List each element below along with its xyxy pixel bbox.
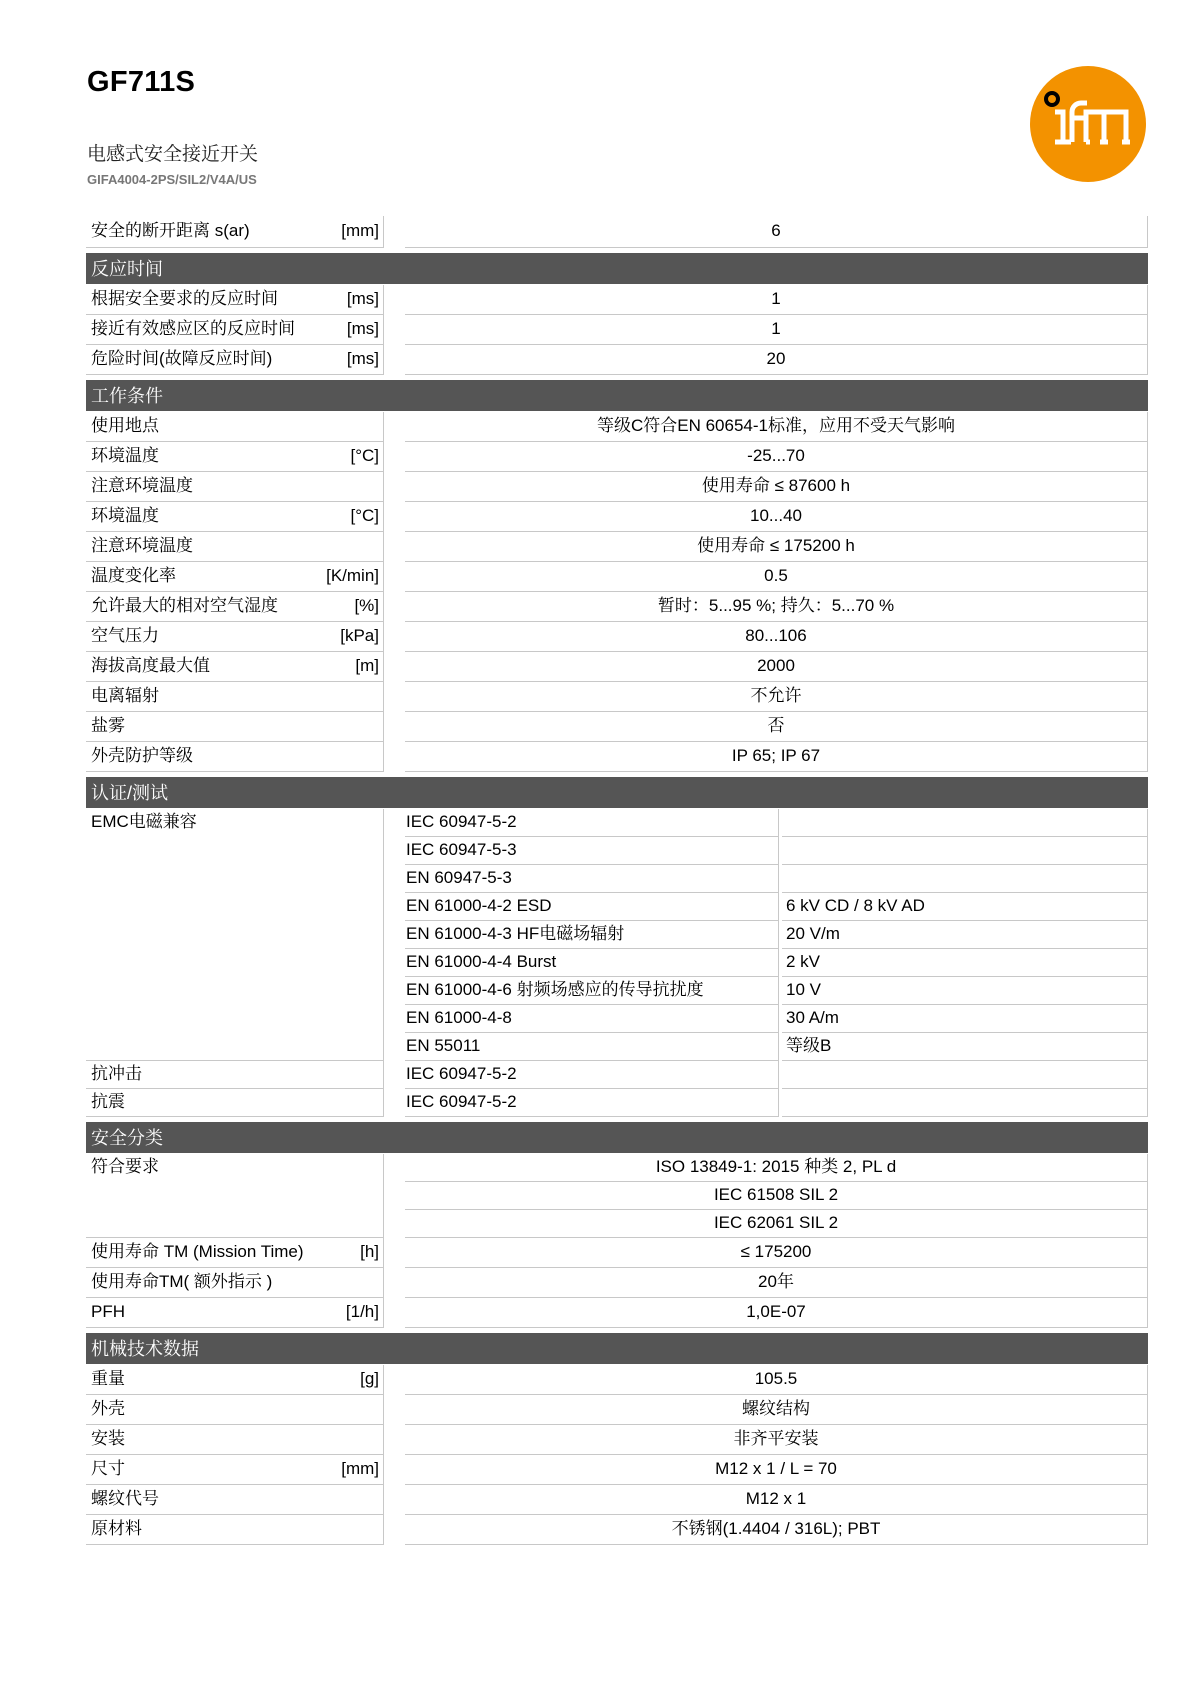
row-value: 非齐平安装 bbox=[405, 1425, 1148, 1455]
spec-table bbox=[86, 216, 1148, 1545]
emc-row bbox=[405, 1033, 1148, 1061]
emc-standard: IEC 60947-5-3 bbox=[405, 837, 779, 865]
row-value: 1 bbox=[405, 285, 1148, 315]
spec-row bbox=[86, 1365, 1148, 1395]
spec-row bbox=[86, 1425, 1148, 1455]
row-value: -25...70 bbox=[405, 442, 1148, 472]
row-label bbox=[86, 285, 384, 315]
requirement-value: IEC 61508 SIL 2 bbox=[405, 1182, 1148, 1210]
row-label-text: 螺纹代号 bbox=[91, 1489, 159, 1508]
emc-row bbox=[405, 865, 1148, 893]
emc-value bbox=[782, 809, 1148, 837]
row-unit: [mm] bbox=[341, 1459, 379, 1478]
row-value: 2000 bbox=[405, 652, 1148, 682]
row-value: 20 bbox=[405, 345, 1148, 375]
row-value: 不允许 bbox=[405, 682, 1148, 712]
row-label-text: 环境温度 bbox=[91, 506, 159, 525]
article-code: GIFA4004-2PS/SIL2/V4A/US bbox=[87, 172, 257, 187]
emc-value bbox=[782, 837, 1148, 865]
row-unit: [h] bbox=[360, 1242, 379, 1261]
emc-block bbox=[86, 809, 1148, 1061]
requirement-value: ISO 13849-1: 2015 种类 2, PL d bbox=[405, 1154, 1148, 1182]
row-unit: [°C] bbox=[350, 506, 379, 525]
emc-standard: IEC 60947-5-2 bbox=[405, 809, 779, 837]
row-label-text: 危险时间(故障反应时间) bbox=[91, 349, 273, 368]
row-label-text: 使用寿命TM( 额外指示 ) bbox=[91, 1272, 273, 1291]
row-label bbox=[86, 1455, 384, 1485]
row-label bbox=[86, 1425, 384, 1455]
row-label-text: 接近有效感应区的反应时间 bbox=[91, 319, 295, 338]
row-unit: [1/h] bbox=[345, 1302, 379, 1321]
emc-label: EMC电磁兼容 bbox=[86, 809, 384, 1061]
row-label bbox=[86, 412, 384, 442]
section-safety: 安全分类 bbox=[86, 1122, 1148, 1153]
emc-value bbox=[782, 865, 1148, 893]
row-value: 暂时：5...95 %; 持久：5...70 % bbox=[405, 592, 1148, 622]
row-label bbox=[86, 1238, 384, 1268]
row-label-text: 使用寿命 TM (Mission Time) bbox=[91, 1242, 304, 1261]
emc-standard: EN 61000-4-6 射频场感应的传导抗扰度 bbox=[405, 977, 779, 1005]
row-unit: [%] bbox=[354, 596, 379, 615]
row-value: ≤ 175200 bbox=[405, 1238, 1148, 1268]
emc-row bbox=[405, 949, 1148, 977]
row-value: 1 bbox=[405, 315, 1148, 345]
row-value: 不锈钢(1.4404 / 316L); PBT bbox=[405, 1515, 1148, 1545]
row-unit: [K/min] bbox=[326, 566, 379, 585]
row-label-text: PFH bbox=[91, 1302, 125, 1321]
row-label bbox=[86, 742, 384, 772]
row-value: M12 x 1 / L = 70 bbox=[405, 1455, 1148, 1485]
row-unit: [°C] bbox=[350, 446, 379, 465]
row-label bbox=[86, 622, 384, 652]
row-label-text: 尺寸 bbox=[91, 1459, 125, 1478]
requirement-row bbox=[405, 1154, 1148, 1182]
row-label bbox=[86, 562, 384, 592]
product-subtitle: 电感式安全接近开关 bbox=[87, 144, 259, 165]
row-label-text: 根据安全要求的反应时间 bbox=[91, 289, 278, 308]
row-unit: [ms] bbox=[346, 289, 379, 308]
row-label bbox=[86, 442, 384, 472]
spec-row bbox=[86, 592, 1148, 622]
row-label bbox=[86, 1515, 384, 1545]
emc-row bbox=[405, 809, 1148, 837]
vibration-row bbox=[86, 1089, 1148, 1117]
row-label bbox=[86, 502, 384, 532]
row-label-text: 外壳 bbox=[91, 1399, 125, 1418]
row-label bbox=[86, 216, 384, 248]
row-label bbox=[86, 682, 384, 712]
spec-row bbox=[86, 1515, 1148, 1545]
emc-row bbox=[405, 893, 1148, 921]
row-label-text: 重量 bbox=[91, 1369, 125, 1388]
spec-row bbox=[86, 622, 1148, 652]
spec-row bbox=[86, 216, 1148, 248]
row-label-text: 空气压力 bbox=[91, 626, 159, 645]
ifm-logo bbox=[1030, 66, 1146, 182]
row-label bbox=[86, 1485, 384, 1515]
emc-value: 2 kV bbox=[782, 949, 1148, 977]
product-title: GF711S bbox=[87, 66, 196, 98]
spec-row bbox=[86, 345, 1148, 375]
shock-row bbox=[86, 1061, 1148, 1089]
logo-text: ifm bbox=[1088, 178, 1090, 179]
requirement-row bbox=[405, 1182, 1148, 1210]
row-label-text: 安装 bbox=[91, 1429, 125, 1448]
spec-row bbox=[86, 1485, 1148, 1515]
emc-value: 20 V/m bbox=[782, 921, 1148, 949]
section-approvals: 认证/测试 bbox=[86, 777, 1148, 808]
row-label bbox=[86, 345, 384, 375]
row-label bbox=[86, 712, 384, 742]
emc-standard: EN 61000-4-3 HF电磁场辐射 bbox=[405, 921, 779, 949]
row-value: IP 65; IP 67 bbox=[405, 742, 1148, 772]
spec-row bbox=[86, 532, 1148, 562]
emc-standard: EN 61000-4-4 Burst bbox=[405, 949, 779, 977]
requirement-row bbox=[405, 1210, 1148, 1238]
row-label-text: 注意环境温度 bbox=[91, 476, 193, 495]
row-value: 6 bbox=[405, 216, 1148, 248]
row-label-text: 允许最大的相对空气湿度 bbox=[91, 596, 278, 615]
emc-standard: EN 55011 bbox=[405, 1033, 779, 1061]
spec-row bbox=[86, 562, 1148, 592]
row-label-text: 环境温度 bbox=[91, 446, 159, 465]
row-unit: [g] bbox=[360, 1369, 379, 1388]
spec-row bbox=[86, 315, 1148, 345]
row-label bbox=[86, 315, 384, 345]
row-unit: [mm] bbox=[341, 221, 379, 240]
spec-row bbox=[86, 712, 1148, 742]
row-label bbox=[86, 1395, 384, 1425]
row-unit: [ms] bbox=[346, 349, 379, 368]
emc-standard: EN 61000-4-8 bbox=[405, 1005, 779, 1033]
row-label bbox=[86, 592, 384, 622]
section-mechanical: 机械技术数据 bbox=[86, 1333, 1148, 1364]
spec-row bbox=[86, 472, 1148, 502]
spec-row bbox=[86, 442, 1148, 472]
emc-standard: EN 61000-4-2 ESD bbox=[405, 893, 779, 921]
vibration-standard: IEC 60947-5-2 bbox=[405, 1089, 779, 1117]
emc-value: 等级B bbox=[782, 1033, 1148, 1061]
row-value: 螺纹结构 bbox=[405, 1395, 1148, 1425]
row-label bbox=[86, 652, 384, 682]
shock-label: 抗冲击 bbox=[86, 1061, 384, 1089]
emc-value: 30 A/m bbox=[782, 1005, 1148, 1033]
row-value: 10...40 bbox=[405, 502, 1148, 532]
vibration-value bbox=[782, 1089, 1148, 1117]
shock-value bbox=[782, 1061, 1148, 1089]
emc-value: 10 V bbox=[782, 977, 1148, 1005]
spec-row bbox=[86, 1298, 1148, 1328]
row-label-text: 原材料 bbox=[91, 1519, 142, 1538]
row-value: M12 x 1 bbox=[405, 1485, 1148, 1515]
row-label-text: 电离辐射 bbox=[91, 686, 159, 705]
row-value: 80...106 bbox=[405, 622, 1148, 652]
row-unit: [kPa] bbox=[340, 626, 379, 645]
row-label-text: 盐雾 bbox=[91, 716, 125, 735]
row-value: 1,0E-07 bbox=[405, 1298, 1148, 1328]
requirements-label: 符合要求 bbox=[86, 1154, 384, 1238]
emc-value: 6 kV CD / 8 kV AD bbox=[782, 893, 1148, 921]
spec-row bbox=[86, 1238, 1148, 1268]
row-value: 使用寿命 ≤ 87600 h bbox=[405, 472, 1148, 502]
emc-row bbox=[405, 837, 1148, 865]
requirements-block bbox=[86, 1154, 1148, 1238]
emc-row bbox=[405, 921, 1148, 949]
row-value: 否 bbox=[405, 712, 1148, 742]
emc-row bbox=[405, 1005, 1148, 1033]
row-label-text: 使用地点 bbox=[91, 416, 159, 435]
vibration-label: 抗震 bbox=[86, 1089, 384, 1117]
spec-row bbox=[86, 502, 1148, 532]
row-value: 0.5 bbox=[405, 562, 1148, 592]
spec-row bbox=[86, 1455, 1148, 1485]
row-label-text: 温度变化率 bbox=[91, 566, 176, 585]
spec-row bbox=[86, 682, 1148, 712]
shock-standard: IEC 60947-5-2 bbox=[405, 1061, 779, 1089]
spec-row bbox=[86, 1268, 1148, 1298]
row-label bbox=[86, 1298, 384, 1328]
row-label bbox=[86, 532, 384, 562]
emc-standard: EN 60947-5-3 bbox=[405, 865, 779, 893]
row-label-text: 安全的断开距离 s(ar) bbox=[91, 221, 250, 240]
row-label bbox=[86, 472, 384, 502]
row-unit: [m] bbox=[355, 656, 379, 675]
section-response: 反应时间 bbox=[86, 253, 1148, 284]
row-value: 20年 bbox=[405, 1268, 1148, 1298]
row-value: 使用寿命 ≤ 175200 h bbox=[405, 532, 1148, 562]
spec-row bbox=[86, 742, 1148, 772]
spec-row bbox=[86, 285, 1148, 315]
spec-row bbox=[86, 1395, 1148, 1425]
row-value: 105.5 bbox=[405, 1365, 1148, 1395]
section-operating: 工作条件 bbox=[86, 380, 1148, 411]
row-unit: [ms] bbox=[346, 319, 379, 338]
spec-row bbox=[86, 412, 1148, 442]
row-label-text: 海拔高度最大值 bbox=[91, 656, 210, 675]
row-label-text: 外壳防护等级 bbox=[91, 746, 193, 765]
emc-row bbox=[405, 977, 1148, 1005]
spec-row bbox=[86, 652, 1148, 682]
row-value: 等级C符合EN 60654-1标准，应用不受天气影响 bbox=[405, 412, 1148, 442]
requirement-value: IEC 62061 SIL 2 bbox=[405, 1210, 1148, 1238]
row-label-text: 注意环境温度 bbox=[91, 536, 193, 555]
row-label bbox=[86, 1365, 384, 1395]
row-label bbox=[86, 1268, 384, 1298]
